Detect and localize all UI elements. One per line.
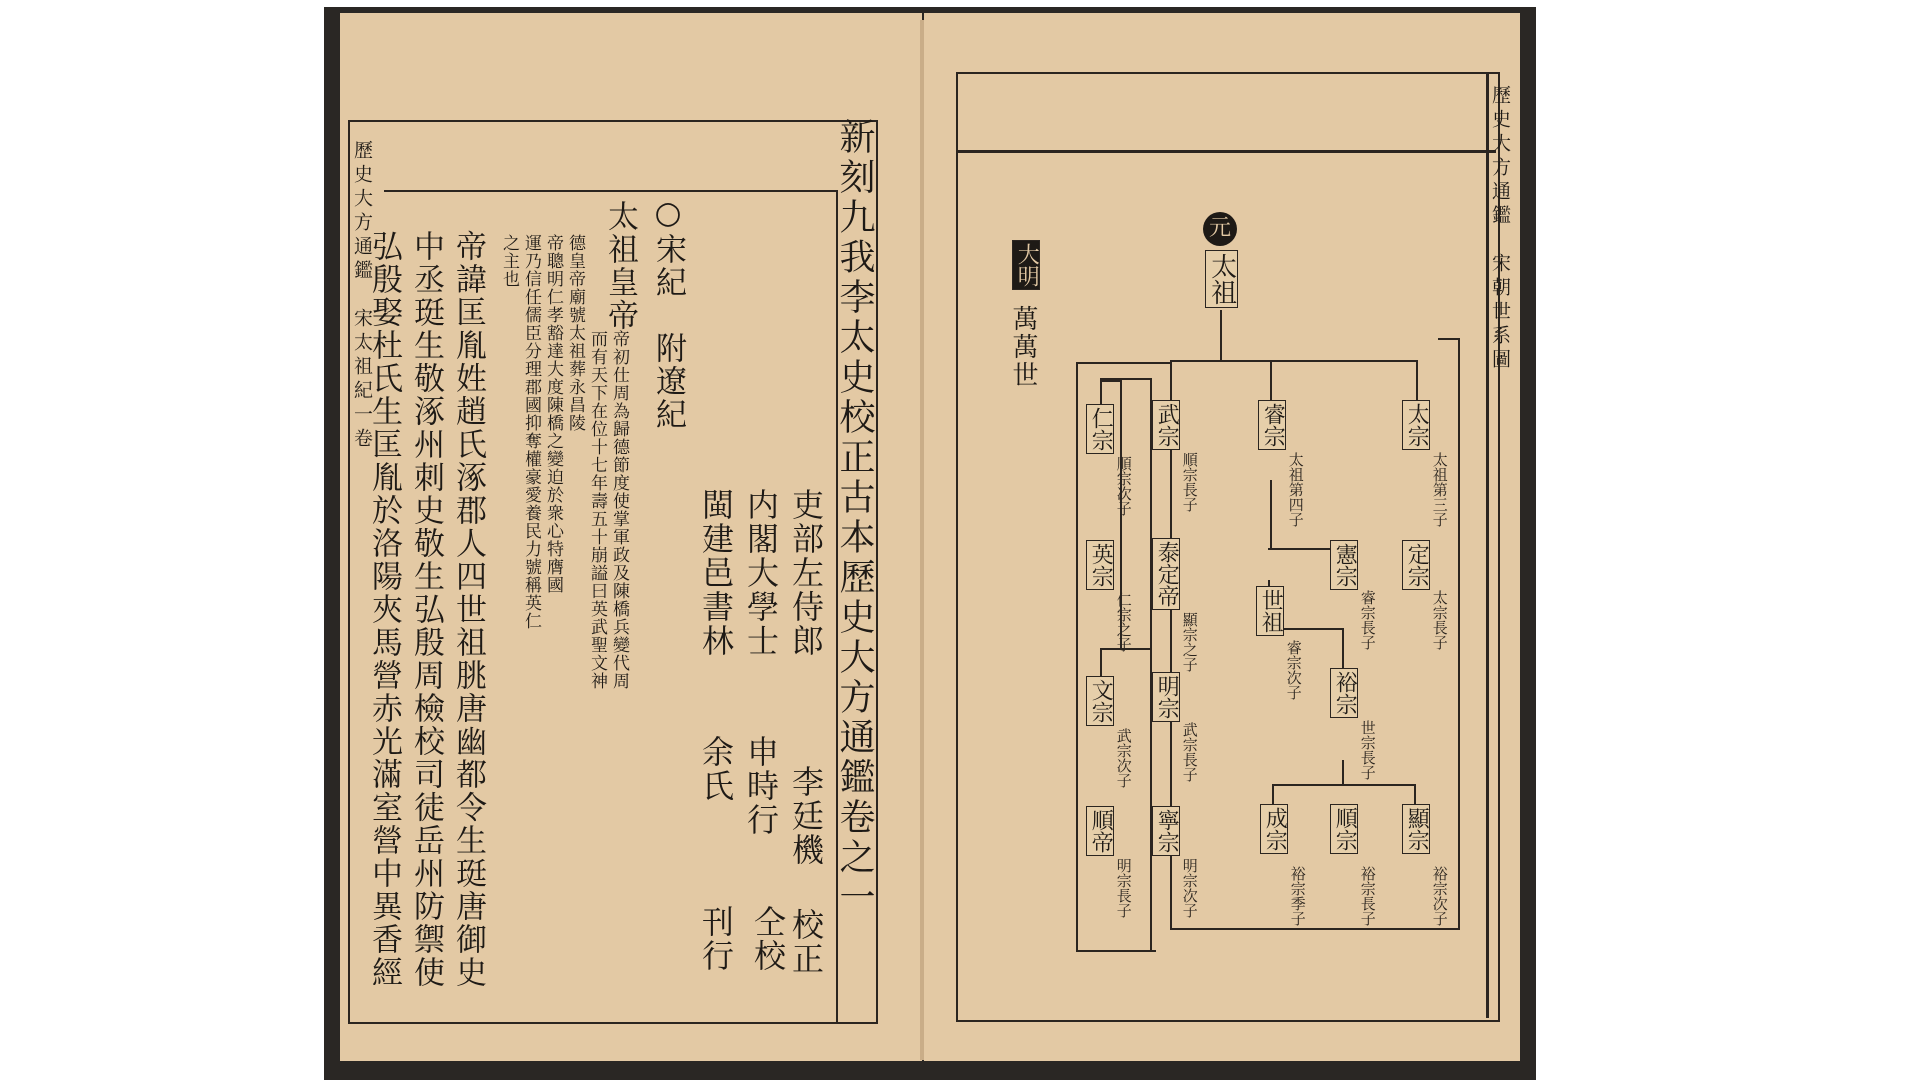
book-title: 新刻九我李太史校正古本歷史大方通鑑卷之一 bbox=[834, 118, 875, 918]
annotation-col-3: 德皇帝廟號太祖葬永昌陵 bbox=[565, 234, 585, 432]
tree-node-ningzong: 寧宗 bbox=[1152, 806, 1180, 856]
credit-name-1: 李廷機 bbox=[787, 765, 825, 867]
section-heading: ○宋紀 附遼紀 bbox=[650, 195, 686, 431]
tree-note-mingzong: 武宗長子 bbox=[1180, 722, 1199, 782]
connector-line bbox=[1076, 362, 1078, 952]
connector-line bbox=[1342, 628, 1344, 668]
connector-line bbox=[1170, 360, 1418, 362]
tree-note-wenzong: 武宗次子 bbox=[1114, 728, 1133, 788]
tree-note-dingzong: 太宗長子 bbox=[1430, 590, 1449, 650]
root-name: 太祖 bbox=[1205, 250, 1238, 308]
tree-node-renzong: 仁宗 bbox=[1086, 404, 1114, 454]
tree-node-taidingdi: 泰定帝 bbox=[1152, 538, 1180, 610]
annotation-col-5: 運乃信任儒臣分理郡國抑奪權豪愛養民力號稱英仁 bbox=[521, 234, 541, 630]
ming-text: 萬萬世 bbox=[1008, 305, 1038, 389]
tree-note-yuzong: 世宗長子 bbox=[1358, 720, 1377, 780]
credit-action-3: 刊行 bbox=[697, 905, 735, 973]
tree-node-dingzong: 定宗 bbox=[1402, 540, 1430, 590]
tree-note-xianzong: 睿宗長子 bbox=[1358, 590, 1377, 650]
reign-heading: 太祖皇帝 bbox=[602, 200, 638, 332]
tree-node-mingzong: 明宗 bbox=[1152, 672, 1180, 722]
annotation-col-1: 帝初仕周為歸德節度使掌軍政及陳橋兵變代周 bbox=[609, 330, 629, 690]
tree-note-shunzong: 裕宗長子 bbox=[1358, 866, 1377, 926]
connector-line bbox=[1342, 760, 1344, 785]
connector-line bbox=[1270, 360, 1272, 400]
credit-role-2: 内閣大學士 bbox=[742, 488, 780, 658]
tree-node-ruizong: 睿宗 bbox=[1258, 400, 1286, 450]
connector-line bbox=[1272, 784, 1416, 786]
credit-name-2: 申時行 bbox=[742, 735, 780, 837]
connector-line bbox=[1150, 930, 1152, 950]
tree-node-chengzong: 成宗 bbox=[1260, 804, 1288, 854]
tree-node-shunzong: 順宗 bbox=[1330, 804, 1358, 854]
right-margin-text: 歷史大方通鑑 宋朝世系圖 bbox=[1489, 85, 1511, 373]
connector-line bbox=[1458, 338, 1460, 930]
tree-note-shundi: 明宗長子 bbox=[1114, 858, 1133, 918]
connector-line bbox=[1076, 950, 1156, 952]
tree-node-xianzong: 憲宗 bbox=[1330, 540, 1358, 590]
header-rule bbox=[956, 150, 1496, 153]
tree-note-renzong: 順宗次子 bbox=[1114, 456, 1133, 516]
ming-dynasty-mark: 大明 bbox=[1012, 240, 1040, 290]
tree-note-shizu: 睿宗次子 bbox=[1284, 640, 1303, 700]
annotation-col-6: 之主也 bbox=[499, 234, 519, 288]
tree-note-xianzong-2: 裕宗次子 bbox=[1430, 866, 1449, 926]
tree-node-xianzong-2: 顯宗 bbox=[1402, 804, 1430, 854]
connector-line bbox=[1100, 380, 1120, 382]
connector-line bbox=[1416, 360, 1418, 400]
tree-note-ruizong: 太祖第四子 bbox=[1286, 452, 1305, 527]
tree-node-shizu: 世祖 bbox=[1256, 586, 1284, 636]
connector-line bbox=[1076, 362, 1172, 364]
connector-line bbox=[1438, 338, 1460, 340]
credit-name-3: 余氏 bbox=[697, 735, 735, 803]
tree-node-taizong: 太宗 bbox=[1402, 400, 1430, 450]
body-col-1: 帝諱匡胤姓趙氏涿郡人四世祖朓唐幽都令生珽唐御史 bbox=[450, 230, 486, 989]
connector-line bbox=[1414, 784, 1416, 804]
body-col-3: 弘殷娶杜氏生匡胤於洛陽夾馬營赤光滿室營中異香經 bbox=[366, 230, 402, 989]
tree-note-yingzong: 仁宗之子 bbox=[1114, 592, 1133, 652]
tree-note-chengzong: 裕宗季子 bbox=[1288, 866, 1307, 926]
credit-role-3: 閩建邑書林 bbox=[697, 488, 735, 658]
annotation-col-4: 帝聰明仁孝豁達大度陳橋之變迫於衆心特膺國 bbox=[543, 234, 563, 594]
tree-node-wenzong: 文宗 bbox=[1086, 676, 1114, 726]
yuan-dynasty-mark: 元 bbox=[1203, 212, 1237, 246]
connector-line bbox=[1270, 480, 1272, 550]
tree-note-wuzong: 順宗長子 bbox=[1180, 452, 1199, 512]
credit-action-2: 仝校 bbox=[749, 905, 787, 973]
connector-line bbox=[1272, 784, 1274, 804]
tree-node-shundi: 順帝 bbox=[1086, 806, 1114, 856]
annotation-col-2: 而有天下在位十七年壽五十崩謚曰英武聖文神 bbox=[587, 330, 607, 690]
body-col-2: 中丞珽生敬涿州刺史敬生弘殷周檢校司徒岳州防禦使 bbox=[408, 230, 444, 989]
tree-note-taizong: 太祖第三子 bbox=[1430, 452, 1449, 527]
credit-role-1: 吏部左侍郎 bbox=[787, 488, 825, 658]
tree-node-yingzong: 英宗 bbox=[1086, 540, 1114, 590]
connector-line bbox=[1100, 378, 1152, 380]
tree-node-yuzong: 裕宗 bbox=[1330, 668, 1358, 718]
tree-node-wuzong: 武宗 bbox=[1152, 400, 1180, 450]
left-margin-text: 歷史大方通鑑 宋太祖紀一卷 bbox=[351, 140, 373, 452]
connector-line bbox=[1170, 928, 1460, 930]
tree-note-ningzong: 明宗次子 bbox=[1180, 858, 1199, 918]
credit-action-1: 校正 bbox=[787, 908, 825, 976]
connector-line bbox=[1100, 648, 1102, 678]
connector-line bbox=[1220, 310, 1222, 362]
tree-note-taidingdi: 顯宗之子 bbox=[1180, 612, 1199, 672]
